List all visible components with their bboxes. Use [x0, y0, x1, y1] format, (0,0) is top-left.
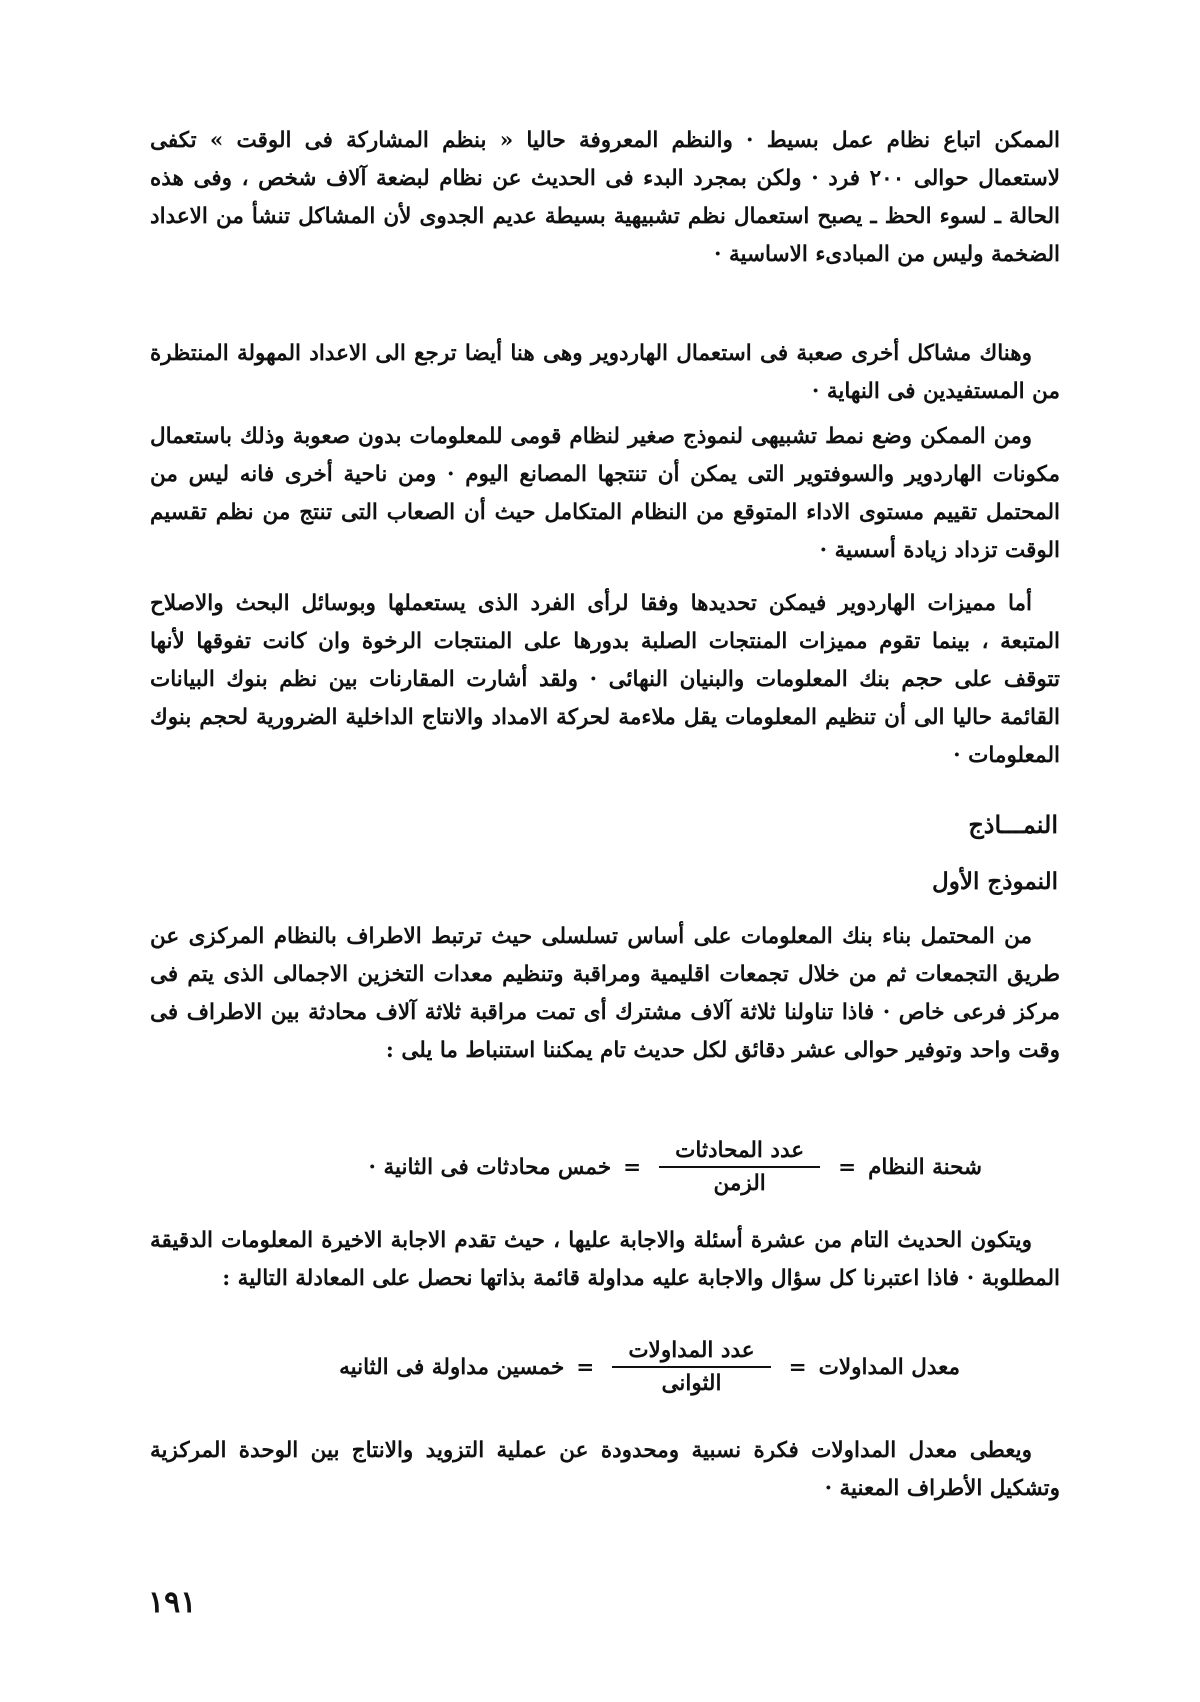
equation-2-rhs: خمسين مداولة فى الثانيه: [339, 1354, 565, 1380]
equation-1-equals-2: =: [623, 1154, 642, 1180]
paragraph-6-text: ويتكون الحديث التام من عشرة أسئلة والاجابة عليها ، حيث تقدم الاجابة الاخيرة المعلومات الدقيقة المطلوبة · فاذا اعتبرنا كل سؤال والاجابة عليه مداولة قائمة بذاتها نحصل على المعادلة التالية :: [150, 1228, 1060, 1291]
equation-1-denominator: الزمن: [713, 1171, 766, 1196]
paragraph-5: [150, 918, 1060, 1070]
equation-1-equals: =: [838, 1154, 857, 1180]
equation-1-lhs: شحنة النظام: [868, 1154, 982, 1180]
paragraph-4: [150, 585, 1060, 775]
page-number: ١٩١: [148, 1585, 197, 1620]
equation-2-lhs: معدل المداولات: [818, 1354, 960, 1380]
paragraph-1: [150, 122, 1060, 274]
equation-2-fraction: [612, 1338, 770, 1396]
equation-1-fraction: [659, 1138, 820, 1196]
equation-2-equals-2: =: [576, 1354, 595, 1380]
paragraph-4-text: أما مميزات الهاردوير فيمكن تحديدها وفقا لرأى الفرد الذى يستعملها وبوسائل البحث والاصلاح المتبعة ، بينما تقوم مميزات المنتجات الصلبة بدورها على المنتجات الرخوة وان كانت تفوقها لأنها تتوقف على حجم بنك المعلومات والبنيان النهائى · ولقد أشارت المقارنات بين نظم بنوك البيانات القائمة حاليا الى أن تنظيم المعلومات يقل ملاءمة لحركة الامداد والانتاج الداخلية الضرورية لحجم بنوك المعلومات ·: [150, 591, 1060, 768]
paragraph-1-text: الممكن اتباع نظام عمل بسيط · والنظم المعروفة حاليا « بنظم المشاركة فى الوقت » تكفى لاستعمال حوالى ٢٠٠ فرد · ولكن بمجرد البدء فى الحديث عن نظام لبضعة آلاف شخص ، وفى هذه الحالة ـ لسوء الحظ ـ يصبح استعمال نظم تشبيهية بسيطة عديم الجدوى لأن المشاكل تنشأ من الاعداد الضخمة وليس من المبادىء الاساسية ·: [150, 128, 1060, 267]
paragraph-5-text: من المحتمل بناء بنك المعلومات على أساس تسلسلى حيث ترتبط الاطراف بالنظام المركزى عن طريق التجمعات ثم من خلال تجمعات اقليمية ومراقبة وتنظيم معدات التخزين الاجمالى الذى يتم فى مركز فرعى خاص · فاذا تناولنا ثلاثة آلاف مشترك أى تمت مراقبة ثلاثة آلاف محادثة بين الاطراف فى وقت واحد وتوفير حوالى عشر دقائق لكل حديث تام يمكننا استنباط ما يلى :: [150, 924, 1060, 1063]
equation-1-rhs: خمس محادثات فى الثانية ·: [368, 1154, 612, 1180]
equation-2-denominator: الثوانى: [661, 1371, 722, 1396]
paragraph-7-text: ويعطى معدل المداولات فكرة نسبية ومحدودة عن عملية التزويد والانتاج بين الوحدة المركزية وتشكيل الأطراف المعنية ·: [150, 1438, 1060, 1501]
paragraph-3: [150, 418, 1060, 570]
paragraph-3-text: ومن الممكن وضع نمط تشبيهى لنموذج صغير لنظام قومى للمعلومات بدون صعوبة وذلك باستعمال مكونات الهاردوير والسوفتوير التى يمكن أن تنتجها المصانع اليوم · ومن ناحية أخرى فانه ليس من المحتمل تقييم مستوى الاداء المتوقع من النظام المتكامل حيث أن الصعاب التى تنتج من نظم تقسيم الوقت تزداد زيادة أسسية ·: [150, 424, 1060, 563]
subsection-heading-first-model: النموذج الأول: [932, 868, 1058, 895]
equation-system-load: [369, 1138, 982, 1196]
equation-1-numerator: عدد المحادثات: [675, 1138, 805, 1163]
paragraph-7: [150, 1432, 1060, 1508]
paragraph-6: [150, 1222, 1060, 1298]
paragraph-2-text: وهناك مشاكل أخرى صعبة فى استعمال الهاردوير وهى هنا أيضا ترجع الى الاعداد المهولة المنتظرة من المستفيدين فى النهاية ·: [150, 341, 1060, 404]
paragraph-2: [150, 335, 1060, 411]
equation-transaction-rate: [339, 1338, 960, 1396]
section-heading-models: النمـــاذج: [968, 810, 1058, 839]
equation-2-equals: =: [788, 1354, 807, 1380]
equation-2-numerator: عدد المداولات: [628, 1338, 755, 1363]
